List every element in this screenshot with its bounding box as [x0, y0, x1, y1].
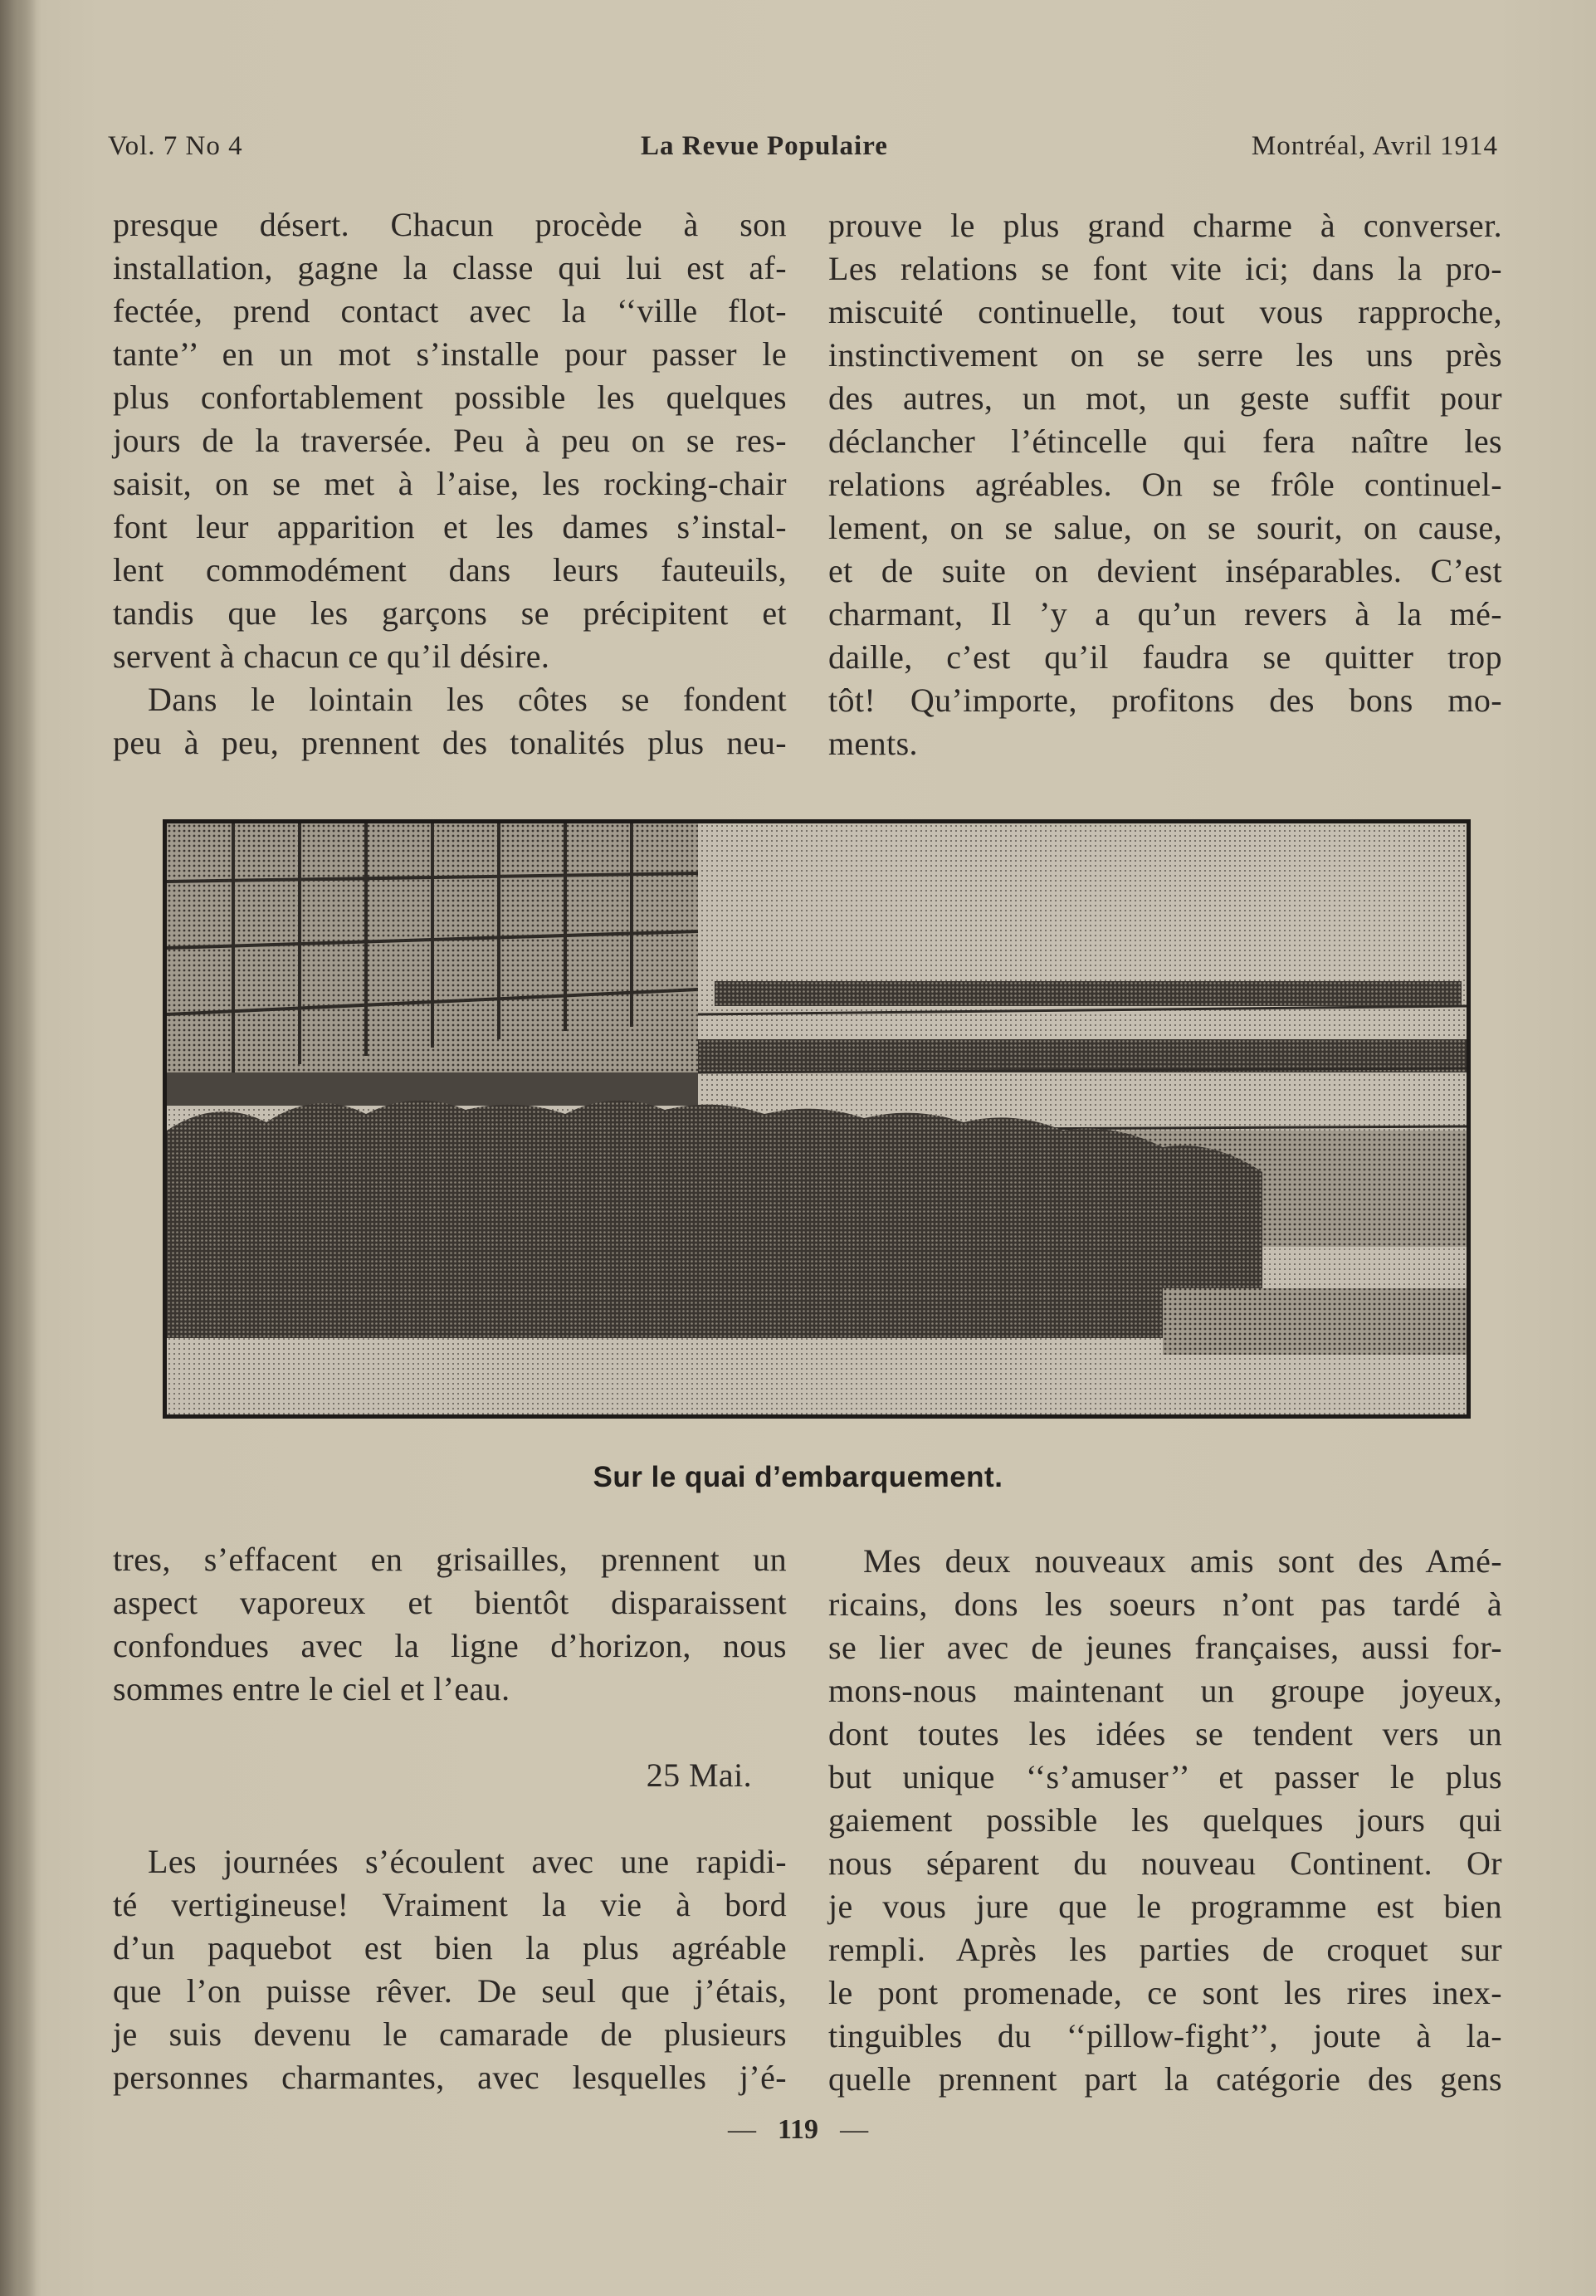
text-line: quelle prennent part la catégorie des gens [828, 2060, 1502, 2098]
text-line: installation, gagne la classe qui lui est af- [113, 249, 787, 286]
text-line: tres, s’effacent en grisailles, prennent un [113, 1541, 787, 1578]
text-line: gaiement possible les quelques jours qui [828, 1801, 1502, 1839]
photo-caption: Sur le quai d’embarquement. [593, 1461, 1003, 1493]
page-number-footer [0, 2114, 1596, 2146]
text-line: ricains, dons les soeurs n’ont pas tardé à [828, 1585, 1502, 1623]
text-line: charmant, Il ’y a qu’un revers à la mé- [828, 595, 1502, 633]
text-line: font leur apparition et les dames s’instal- [113, 508, 787, 545]
text-line: relations agréables. On se frôle continuel- [828, 466, 1502, 503]
text-line: Les journées s’écoulent avec une rapidi- [148, 1843, 787, 1880]
text-line: tôt! Qu’importe, profitons des bons mo- [828, 681, 1502, 719]
header-place-date: Montréal, Avril 1914 [1251, 131, 1498, 161]
text-line: servent à chacun ce qu’il désire. [113, 638, 550, 675]
dash-left: — [727, 2114, 756, 2145]
text-line: saisit, on se met à l’aise, les rocking-chair [113, 465, 787, 502]
column-top-right [828, 204, 1502, 765]
text-line: presque désert. Chacun procède à son [113, 206, 787, 243]
text-line: d’un paquebot est bien la plus agréable [113, 1929, 787, 1966]
text-line: mons-nous maintenant un groupe joyeux, [828, 1672, 1502, 1709]
column-bottom-right [828, 1540, 1502, 2101]
text-line: je vous jure que le programme est bien [828, 1888, 1502, 1925]
text-line: instinctivement on se serre les uns près [828, 336, 1502, 374]
text-line: dont toutes les idées se tendent vers un [828, 1715, 1502, 1752]
text-line: nous séparent du nouveau Continent. Or [828, 1844, 1502, 1882]
text-line: but unique ‘‘s’amuser’’ et passer le plus [828, 1758, 1502, 1795]
text-line: lement, on se salue, on se sourit, on cause, [828, 509, 1502, 546]
text-line: tinguibles du ‘‘pillow-fight’’, joute à la- [828, 2017, 1502, 2054]
paragraph [113, 678, 787, 765]
text-line: je suis devenu le camarade de plusieurs [113, 2015, 787, 2053]
text-line: tandis que les garçons se précipitent et [113, 594, 787, 632]
text-line: aspect vaporeux et bientôt disparaissent [113, 1584, 787, 1621]
text-line: daille, c’est qu’il faudra se quitter trop [828, 638, 1502, 676]
text-line: Mes deux nouveaux amis sont des Amé- [863, 1542, 1502, 1580]
text-line: prouve le plus grand charme à converser. [828, 207, 1502, 244]
photograph-embarkation-quay [163, 819, 1471, 1419]
page-spine-shadow [0, 0, 37, 2296]
text-line: miscuité continuelle, tout vous rapproche, [828, 293, 1502, 330]
paragraph [113, 1840, 787, 2099]
column-top-left [113, 203, 787, 765]
text-line: Les relations se font vite ici; dans la pro- [828, 250, 1502, 287]
running-header [108, 131, 1498, 168]
header-volume: Vol. 7 No 4 [108, 131, 243, 161]
header-title: La Revue Populaire [641, 131, 888, 161]
column-bottom-left [113, 1538, 787, 2099]
page-number: 119 [777, 2114, 819, 2145]
halftone-photo [167, 823, 1467, 1414]
text-line: des autres, un mot, un geste suffit pour [828, 379, 1502, 417]
text-line: té vertigineuse! Vraiment la vie à bord [113, 1886, 787, 1923]
paragraph [113, 203, 787, 678]
paragraph [828, 1540, 1502, 2101]
text-line: déclancher l’étincelle qui fera naître les [828, 423, 1502, 460]
text-line: confondues avec la ligne d’horizon, nous [113, 1627, 787, 1664]
diary-date: 25 Mai. [646, 1756, 752, 1794]
text-line: ments. [828, 725, 918, 762]
text-line: le pont promenade, ce sont les rires inex- [828, 1974, 1502, 2011]
text-line: et de suite on devient inséparables. C’est [828, 552, 1502, 589]
dash-right: — [840, 2114, 869, 2145]
text-line: personnes charmantes, avec lesquelles j’é- [113, 2059, 787, 2096]
text-line: fectée, prend contact avec la ‘‘ville flot- [113, 292, 787, 330]
text-line: lent commodément dans leurs fauteuils, [113, 551, 787, 589]
text-line: se lier avec de jeunes françaises, aussi for- [828, 1629, 1502, 1666]
text-line: que l’on puisse rêver. De seul que j’étais, [113, 1972, 787, 2010]
text-line: tante’’ en un mot s’installe pour passer le [113, 335, 787, 373]
paragraph [828, 204, 1502, 765]
paragraph [113, 1538, 787, 1711]
text-line: peu à peu, prennent des tonalités plus neu- [113, 724, 787, 761]
text-line: plus confortablement possible les quelques [113, 379, 787, 416]
text-line: Dans le lointain les côtes se fondent [148, 681, 787, 718]
text-line: rempli. Après les parties de croquet sur [828, 1931, 1502, 1968]
text-line: jours de la traversée. Peu à peu on se res- [113, 422, 787, 459]
text-line: sommes entre le ciel et l’eau. [113, 1670, 510, 1707]
